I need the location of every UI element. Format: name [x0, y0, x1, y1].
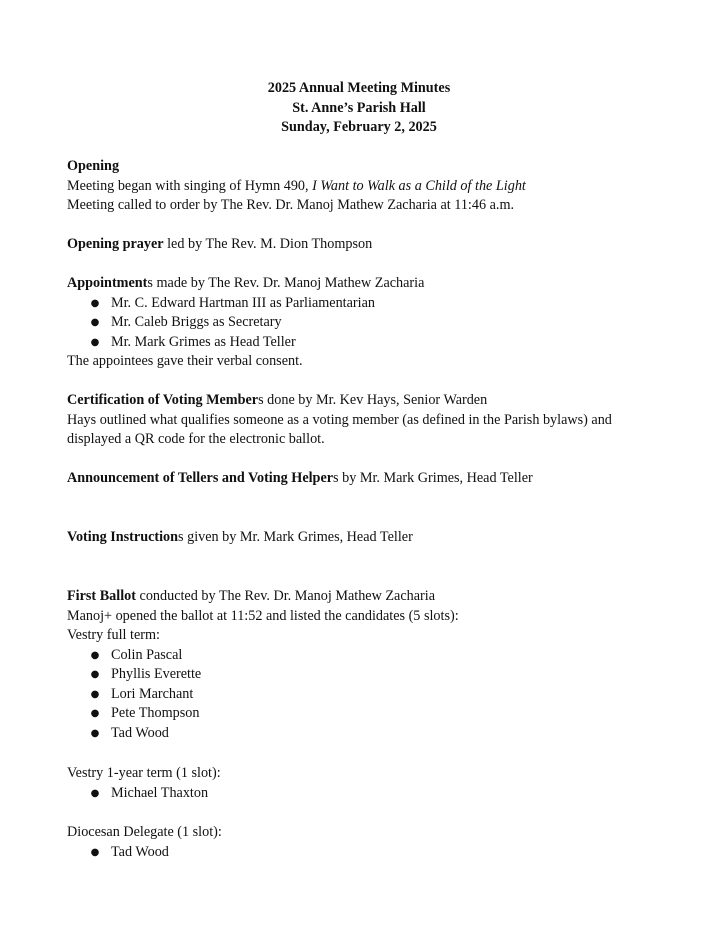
candidate-name: Tad Wood	[111, 724, 169, 741]
bullet-icon: ●	[90, 336, 100, 348]
opening-prayer-line	[67, 235, 667, 255]
appointments-heading: Appointment	[67, 275, 148, 291]
list-item	[67, 685, 667, 705]
list-item	[67, 665, 667, 685]
vestry-full-term-label: Vestry full term:	[67, 627, 160, 643]
section-diocesan-delegate	[67, 823, 667, 862]
opening-prayer-text: led by The Rev. M. Dion Thompson	[163, 236, 373, 252]
certification-line	[67, 391, 667, 411]
list-item	[67, 646, 667, 666]
list-item	[67, 704, 667, 724]
diocesan-delegate-list	[67, 843, 667, 863]
section-opening	[67, 157, 667, 216]
bullet-icon: ●	[90, 649, 100, 661]
list-item	[67, 784, 667, 804]
opening-hymn-prefix: Meeting began with singing of Hymn 490,	[67, 177, 313, 194]
opening-heading: Opening	[67, 158, 120, 174]
first-ballot-heading: First Ballot	[67, 588, 136, 604]
certification-heading: Certification of Voting Member	[67, 392, 259, 408]
bullet-icon: ●	[90, 297, 100, 309]
list-item	[67, 294, 667, 314]
announcement-text: s by Mr. Mark Grimes, Head Teller	[333, 470, 533, 486]
candidate-name: Lori Marchant	[111, 685, 194, 702]
appointment-item: Mr. C. Edward Hartman III as Parliamentarian	[111, 294, 375, 311]
candidate-name: Michael Thaxton	[111, 784, 209, 801]
document-title: 2025 Annual Meeting Minutes	[267, 80, 451, 96]
candidate-name: Pete Thompson	[111, 705, 200, 721]
bullet-icon: ●	[90, 688, 100, 700]
bullet-icon: ●	[90, 727, 100, 739]
first-ballot-text: conducted by The Rev. Dr. Manoj Mathew Zacharia	[135, 588, 435, 604]
meeting-location: St. Anne’s Parish Hall	[292, 99, 426, 116]
announcement-line	[67, 469, 667, 489]
list-item	[67, 724, 667, 744]
section-first-ballot	[67, 587, 667, 743]
appointments-text: s made by The Rev. Dr. Manoj Mathew Zacharia	[147, 275, 425, 291]
vestry-full-term-list	[67, 646, 667, 744]
section-appointments	[67, 274, 667, 372]
diocesan-delegate-label: Diocesan Delegate (1 slot):	[67, 824, 222, 840]
opening-prayer-heading: Opening prayer	[67, 236, 164, 252]
appointment-item: Mr. Mark Grimes as Head Teller	[111, 333, 296, 350]
section-vestry-1-year	[67, 764, 667, 803]
section-voting-instructions	[67, 528, 667, 548]
candidate-name: Phyllis Everette	[111, 666, 202, 682]
first-ballot-line	[67, 587, 667, 607]
opening-hymn-line	[67, 177, 667, 197]
opening-called-to-order: Meeting called to order by The Rev. Dr. Manoj Mathew Zacharia at 11:46 a.m.	[67, 197, 515, 213]
voting-instructions-line	[67, 528, 667, 548]
vestry-1-year-list	[67, 784, 667, 804]
bullet-icon: ●	[90, 708, 100, 719]
section-opening-prayer	[67, 235, 667, 255]
list-item	[67, 313, 667, 333]
bullet-icon: ●	[90, 787, 100, 799]
appointments-line	[67, 274, 667, 294]
bullet-icon: ●	[90, 669, 100, 680]
candidate-name: Colin Pascal	[111, 646, 183, 663]
candidate-name: Tad Wood	[111, 843, 169, 860]
section-certification	[67, 391, 667, 450]
bullet-icon: ●	[90, 846, 100, 858]
certification-detail-1: Hays outlined what qualifies someone as a voting member (as defined in the Parish bylaws) and	[67, 411, 612, 428]
vestry-1-year-label: Vestry 1-year term (1 slot):	[67, 765, 221, 781]
bullet-icon: ●	[90, 317, 100, 328]
voting-instructions-heading: Voting Instruction	[67, 529, 179, 545]
first-ballot-opened: Manoj+ opened the ballot at 11:52 and listed the candidates (5 slots):	[67, 607, 459, 624]
certification-text: s done by Mr. Kev Hays, Senior Warden	[258, 392, 488, 408]
section-announcement	[67, 469, 667, 489]
appointment-item: Mr. Caleb Briggs as Secretary	[111, 314, 282, 330]
certification-detail-2: displayed a QR code for the electronic ballot.	[67, 431, 325, 447]
document-header	[0, 79, 718, 138]
announcement-heading: Announcement of Tellers and Voting Helper	[67, 470, 334, 486]
meeting-date: Sunday, February 2, 2025	[281, 119, 437, 135]
list-item	[67, 843, 667, 863]
voting-instructions-text: s given by Mr. Mark Grimes, Head Teller	[178, 529, 413, 545]
list-item	[67, 333, 667, 353]
appointees-consent: The appointees gave their verbal consent.	[67, 353, 303, 369]
opening-hymn-title: I Want to Walk as a Child of the Light	[312, 177, 526, 194]
appointments-list	[67, 294, 667, 353]
